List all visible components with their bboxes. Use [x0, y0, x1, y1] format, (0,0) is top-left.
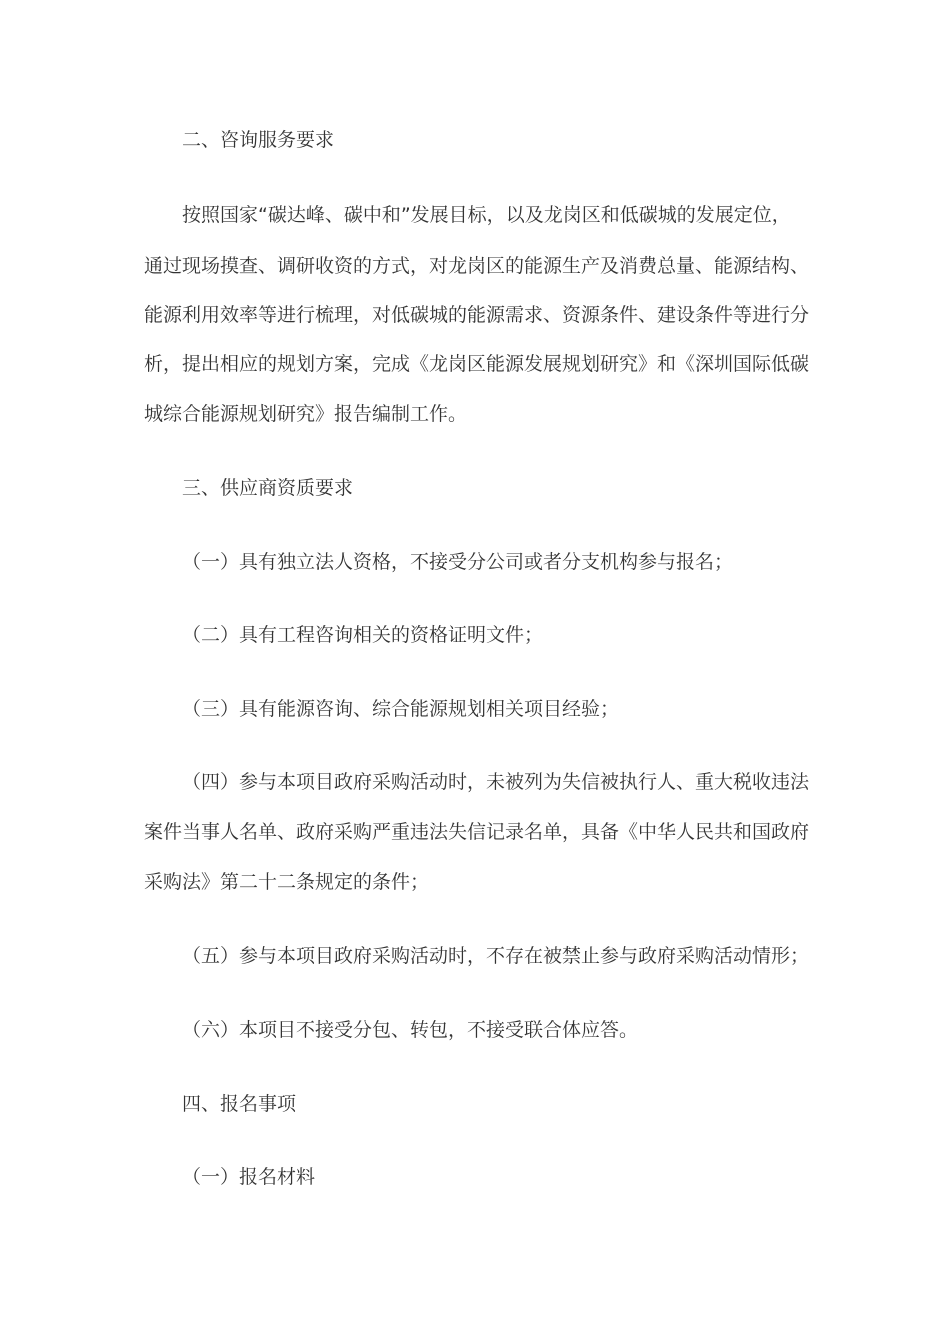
list-item: （三）具有能源咨询、综合能源规划相关项目经验；	[182, 698, 620, 720]
list-item-continuation: 案件当事人名单、政府采购严重违法失信记录名单，具备《中华人民共和国政府	[144, 821, 810, 843]
paragraph-line: 通过现场摸查、调研收资的方式，对龙岗区的能源生产及消费总量、能源结构、	[144, 255, 810, 277]
list-item: （二）具有工程咨询相关的资格证明文件；	[182, 624, 544, 646]
paragraph-line: 城综合能源规划研究》报告编制工作。	[144, 403, 468, 425]
paragraph-line: 能源利用效率等进行梳理，对低碳城的能源需求、资源条件、建设条件等进行分	[144, 304, 810, 326]
list-item: （一）报名材料	[182, 1166, 316, 1188]
paragraph-line: 析，提出相应的规划方案，完成《龙岗区能源发展规划研究》和《深圳国际低碳	[144, 353, 810, 375]
list-item-continuation: 采购法》第二十二条规定的条件；	[144, 871, 430, 893]
section-heading-supplier-qualifications: 三、供应商资质要求	[182, 477, 354, 499]
section-heading-consulting-requirements: 二、咨询服务要求	[182, 129, 335, 151]
section-heading-registration: 四、报名事项	[182, 1093, 297, 1115]
paragraph-line: 按照国家“碳达峰、碳中和”发展目标，以及龙岗区和低碳城的发展定位，	[182, 204, 791, 226]
list-item: （一）具有独立法人资格，不接受分公司或者分支机构参与报名；	[182, 551, 734, 573]
list-item: （六）本项目不接受分包、转包，不接受联合体应答。	[182, 1019, 639, 1041]
list-item: （四）参与本项目政府采购活动时，未被列为失信被执行人、重大税收违法	[182, 771, 810, 793]
list-item: （五）参与本项目政府采购活动时，不存在被禁止参与政府采购活动情形；	[182, 945, 810, 967]
